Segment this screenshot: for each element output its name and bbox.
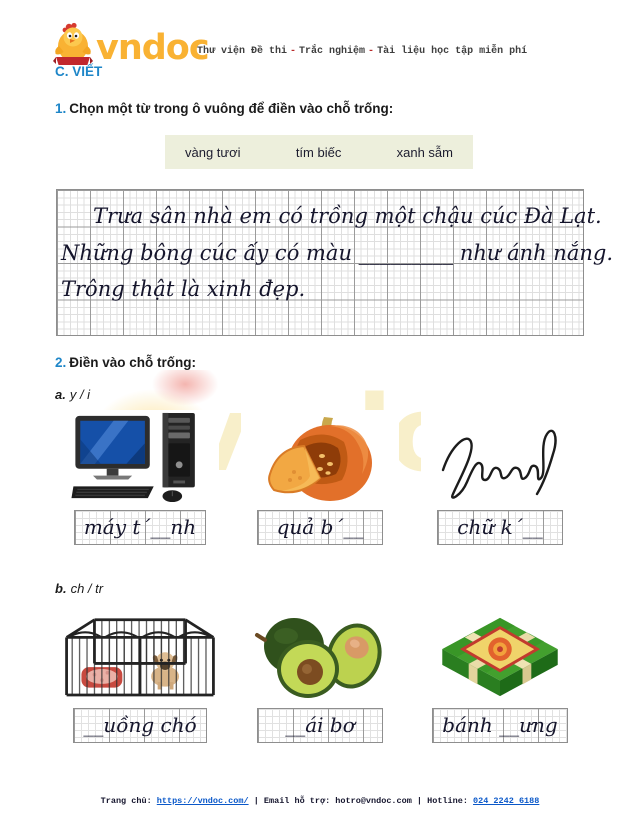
passage-line-2: Những bông cúc ấy có màu _________ như ánh nắng.	[61, 240, 613, 265]
dog-cage-image	[61, 608, 219, 702]
figure-dog-cage	[54, 608, 226, 743]
part-a-letter: a.	[55, 387, 66, 402]
question-1-prompt: Chọn một từ trong ô vuông để điền vào chỗ trống:	[69, 101, 394, 116]
answer-banh-chung: bánh __ưng	[432, 708, 567, 743]
figure-banh-chung	[414, 608, 586, 743]
pumpkin-image	[241, 410, 399, 504]
footer-home-label: Trang chủ:	[100, 796, 157, 806]
tagline-part-2: Trắc nghiệm	[299, 46, 366, 57]
part-b-choices: ch / tr	[70, 581, 104, 596]
computer-image	[61, 410, 219, 504]
logo-wordmark: vndoc	[96, 27, 209, 68]
word-option-3: xanh sẫm	[396, 144, 453, 160]
word-option-1: vàng tươi	[185, 144, 241, 160]
word-option-2: tím biếc	[295, 144, 342, 160]
figure-pumpkin	[234, 410, 406, 545]
tagline	[197, 46, 527, 57]
avocado-image	[241, 608, 399, 702]
question-2-prompt: Điền vào chỗ trống:	[69, 355, 197, 370]
part-b-label	[55, 581, 103, 596]
passage-line-1: Trưa sân nhà em có trồng một chậu cúc Đà Lạt.	[93, 204, 602, 228]
signature-image	[421, 410, 579, 504]
footer-hotline-link[interactable]: 024 2242 6188	[473, 796, 540, 806]
answer-chu-ky: chữ k´__	[437, 510, 563, 545]
question-1-number: 1.	[55, 101, 67, 116]
footer-home-link[interactable]: https://vndoc.com/	[156, 796, 249, 806]
tagline-part-3: Tài liệu học tập miễn phí	[377, 46, 528, 57]
question-2-number: 2.	[55, 355, 67, 370]
question-2-heading	[55, 355, 196, 370]
page-footer	[0, 796, 640, 806]
word-option-box	[165, 135, 473, 169]
question-1-heading	[55, 101, 393, 116]
figure-signature	[414, 410, 586, 545]
tagline-part-1: Thư viện Đề thi	[197, 46, 288, 57]
answer-trai-bo: __ái bơ	[257, 708, 383, 743]
handwriting-grid	[56, 189, 613, 336]
answer-qua-bi: quả b´__	[257, 510, 383, 545]
footer-middle-text: | Email hỗ trợ: hotro@vndoc.com | Hotline:	[248, 796, 474, 806]
answer-chuong-cho: __uồng chó	[73, 708, 206, 743]
figure-computer	[54, 410, 226, 545]
answer-may-tinh: máy t´__nh	[74, 510, 206, 545]
part-a-choices: y / i	[69, 387, 91, 402]
tagline-dash-1: -	[290, 46, 297, 57]
tagline-dash-2: -	[368, 46, 375, 57]
part-a-label	[55, 387, 90, 402]
banh-chung-image	[421, 608, 579, 702]
part-b-letter: b.	[55, 581, 67, 596]
section-c-title: C. VIẾT	[55, 64, 103, 79]
figure-avocado	[234, 608, 406, 743]
passage-line-3: Trông thật là xinh đẹp.	[61, 277, 306, 301]
